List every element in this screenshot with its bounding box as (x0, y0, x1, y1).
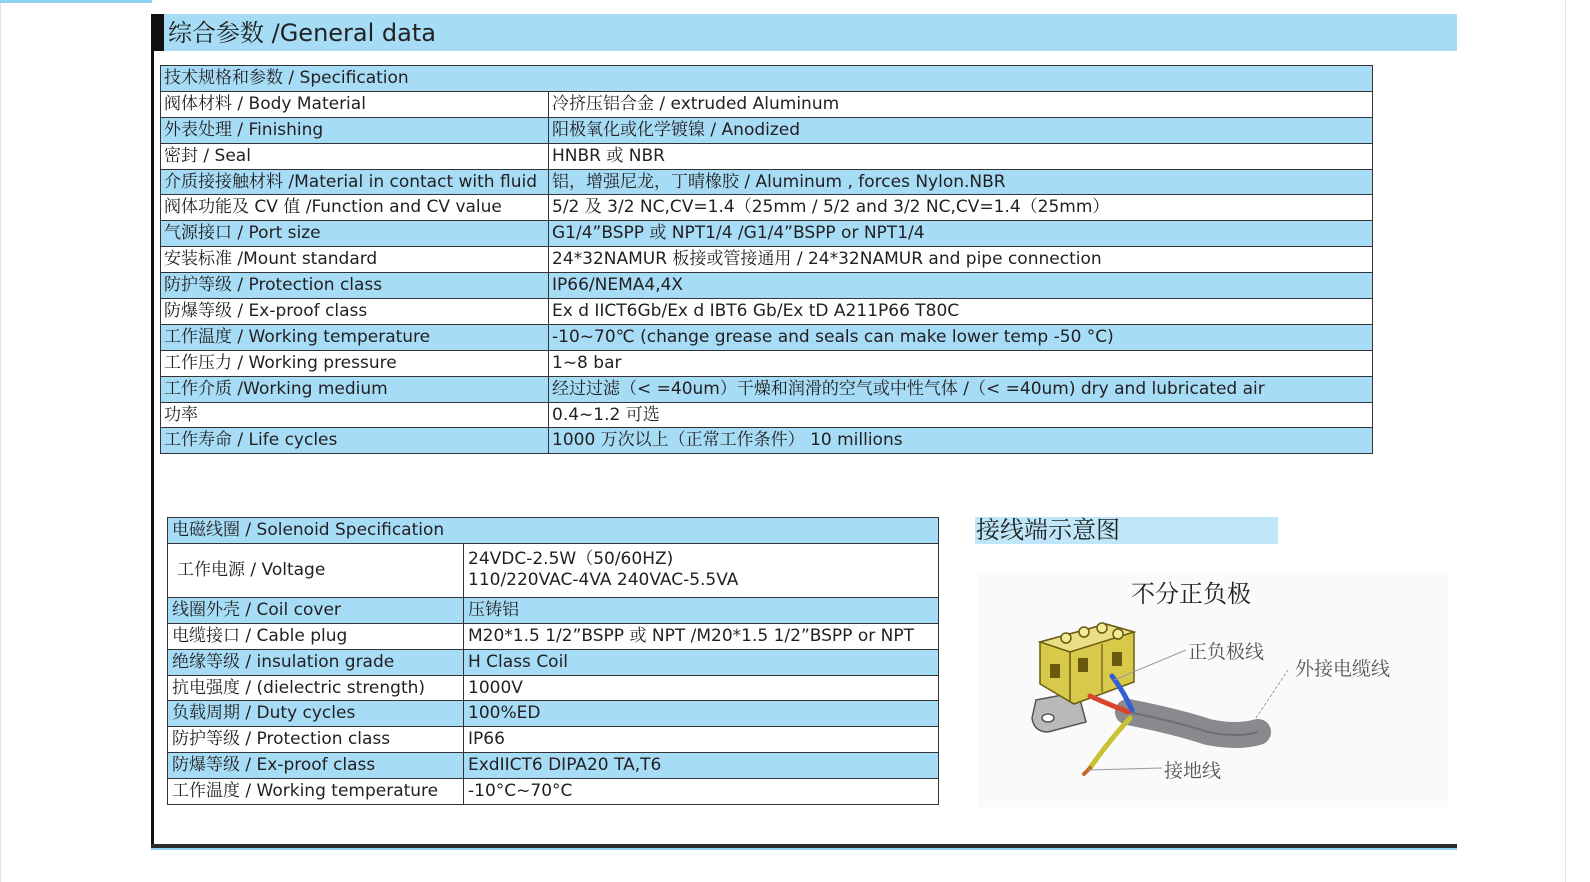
spec-row (161, 324, 1373, 350)
ground-wire-tip (1084, 768, 1090, 774)
spec-label: 防爆等级 / Ex-proof class (161, 299, 549, 325)
spec-label: 功率 (161, 402, 549, 428)
frame-bottom-rule (151, 844, 1457, 850)
spec-value: HNBR 或 NBR (549, 143, 1373, 169)
spec-label: 外表处理 / Finishing (161, 117, 549, 143)
page-left-edge (0, 0, 1, 882)
spec-row (161, 299, 1373, 325)
solenoid-row (168, 623, 939, 649)
solenoid-label: 防爆等级 / Ex-proof class (168, 753, 464, 779)
leader-ground (1088, 768, 1162, 770)
spec-value: IP66/NEMA4,4X (549, 273, 1373, 299)
mounting-hole (1042, 714, 1054, 722)
solenoid-table (167, 517, 939, 805)
spec-value: 5/2 及 3/2 NC,CV=1.4（25mm / 5/2 and 3/2 NC,CV=1.4（25mm） (549, 195, 1373, 221)
spec-label: 工作寿命 / Life cycles (161, 428, 549, 454)
solenoid-label: 线圈外壳 / Coil cover (168, 597, 464, 623)
voltage-value-line1: 24VDC-2.5W（50/60HZ) (468, 549, 674, 570)
solenoid-row (168, 727, 939, 753)
terminal-slot (1078, 658, 1088, 672)
spec-label: 密封 / Seal (161, 143, 549, 169)
solenoid-table-header: 电磁线圈 / Solenoid Specification (168, 518, 939, 544)
solenoid-voltage-row (168, 543, 939, 597)
spec-label: 气源接口 / Port size (161, 221, 549, 247)
label-external-cable: 外接电缆线 (1295, 658, 1391, 680)
spec-label: 工作压力 / Working pressure (161, 350, 549, 376)
leader-external-cable (1256, 670, 1288, 718)
solenoid-row (168, 779, 939, 805)
terminal-screw (1079, 627, 1089, 637)
solenoid-label: 电缆接口 / Cable plug (168, 623, 464, 649)
solenoid-value: H Class Coil (464, 649, 939, 675)
solenoid-row (168, 675, 939, 701)
spec-row (161, 350, 1373, 376)
spec-value: 0.4~1.2 可选 (549, 402, 1373, 428)
spec-value: Ex d IICT6Gb/Ex d IBT6 Gb/Ex tD A211P66 T80C (549, 299, 1373, 325)
spec-row (161, 143, 1373, 169)
spec-value: 1~8 bar (549, 350, 1373, 376)
spec-row (161, 169, 1373, 195)
voltage-value-line2: 110/220VAC-4VA 240VAC-5.5VA (468, 570, 739, 591)
polarity-note: 不分正负极 (1131, 580, 1251, 608)
spec-value: -10~70℃ (change grease and seals can make lower temp -50 °C) (549, 324, 1373, 350)
section-header-marker (154, 14, 164, 51)
spec-table-header-row (161, 66, 1373, 92)
solenoid-table-header-row (168, 518, 939, 544)
spec-value: 阳极氧化或化学镀镍 / Anodized (549, 117, 1373, 143)
spec-value: 24*32NAMUR 板接或管接通用 / 24*32NAMUR and pipe connection (549, 247, 1373, 273)
solenoid-row (168, 753, 939, 779)
specification-table (160, 65, 1373, 454)
spec-row (161, 91, 1373, 117)
terminal-screw (1113, 629, 1123, 639)
spec-value: 经过过滤（< =40um）干燥和润滑的空气或中性气体 /（< =40um) dry and lubricated air (549, 376, 1373, 402)
spec-label: 阀体功能及 CV 值 /Function and CV value (161, 195, 549, 221)
solenoid-value: 压铸铝 (464, 597, 939, 623)
label-ground: 接地线 (1164, 760, 1222, 782)
spec-row (161, 273, 1373, 299)
solenoid-label: 抗电强度 / (dielectric strength) (168, 675, 464, 701)
solenoid-value: 100%ED (464, 701, 939, 727)
solenoid-value: 1000V (464, 675, 939, 701)
section-title: 综合参数 /General data (168, 19, 436, 47)
terminal-screw (1061, 633, 1071, 643)
top-accent-bar (0, 0, 152, 3)
solenoid-label: 防护等级 / Protection class (168, 727, 464, 753)
solenoid-row (168, 597, 939, 623)
terminal-slot (1050, 664, 1060, 678)
spec-value: 铝，增强尼龙，丁晴橡胶 / Aluminum , forces Nylon.NBR (549, 169, 1373, 195)
spec-label: 工作温度 / Working temperature (161, 324, 549, 350)
solenoid-value: M20*1.5 1/2”BSPP 或 NPT /M20*1.5 1/2”BSPP or NPT (464, 623, 939, 649)
page-right-edge (1565, 0, 1566, 882)
spec-row (161, 247, 1373, 273)
spec-table-header: 技术规格和参数 / Specification (161, 66, 1373, 92)
voltage-label: 工作电源 / Voltage (168, 543, 464, 597)
spec-value: G1/4”BSPP 或 NPT1/4 /G1/4”BSPP or NPT1/4 (549, 221, 1373, 247)
solenoid-row (168, 701, 939, 727)
solenoid-value: ExdIICT6 DIPA20 TA,T6 (464, 753, 939, 779)
spec-row (161, 428, 1373, 454)
wiring-title: 接线端示意图 (976, 516, 1120, 544)
solenoid-value: IP66 (464, 727, 939, 753)
frame-left-rule (151, 14, 154, 848)
terminal-slot (1112, 652, 1122, 666)
solenoid-label: 负载周期 / Duty cycles (168, 701, 464, 727)
spec-label: 介质接接触材料 /Material in contact with fluid (161, 169, 549, 195)
spec-row (161, 376, 1373, 402)
spec-row (161, 195, 1373, 221)
spec-label: 安装标准 /Mount standard (161, 247, 549, 273)
solenoid-label: 绝缘等级 / insulation grade (168, 649, 464, 675)
spec-label: 防护等级 / Protection class (161, 273, 549, 299)
ground-wire (1090, 718, 1130, 768)
solenoid-value: -10°C~70°C (464, 779, 939, 805)
spec-value: 冷挤压铝合金 / extruded Aluminum (549, 91, 1373, 117)
spec-row (161, 221, 1373, 247)
spec-label: 阀体材料 / Body Material (161, 91, 549, 117)
solenoid-row (168, 649, 939, 675)
spec-label: 工作介质 /Working medium (161, 376, 549, 402)
spec-row (161, 117, 1373, 143)
voltage-value (464, 543, 939, 597)
terminal-screw (1097, 623, 1107, 633)
spec-value: 1000 万次以上（正常工作条件） 10 millions (549, 428, 1373, 454)
solenoid-label: 工作温度 / Working temperature (168, 779, 464, 805)
label-positive-negative: 正负极线 (1188, 641, 1265, 663)
spec-row (161, 402, 1373, 428)
